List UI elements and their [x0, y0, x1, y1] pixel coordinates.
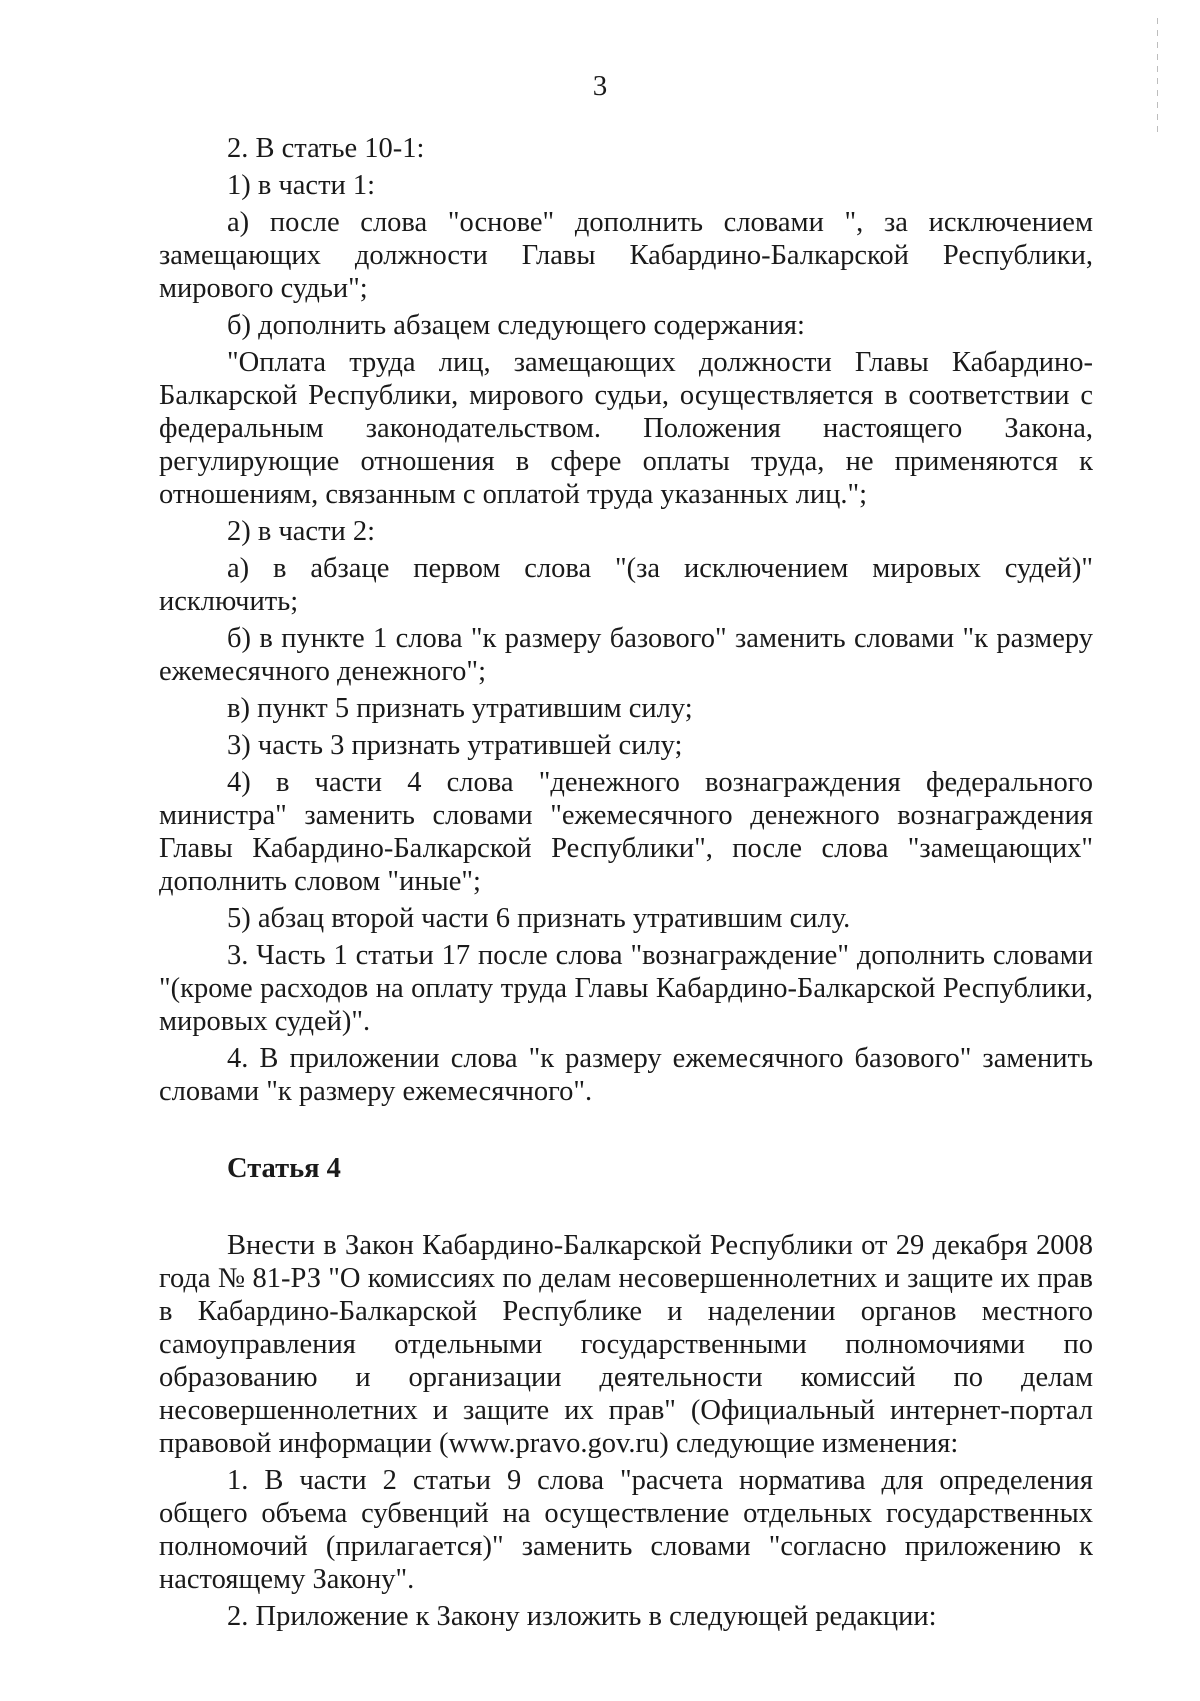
paragraph: 2) в части 2: — [227, 516, 376, 547]
paragraph: 1. В части 2 статьи 9 слова "расчета норматива для определения общего объема субвенций на осуществление отдельных государственных полномочий (прилагается)" заменить словами "согласно приложению к настоящему Закону". — [159, 1465, 1093, 1595]
paragraph: 3) часть 3 признать утратившей силу; — [227, 730, 683, 761]
paragraph: в) пункт 5 признать утратившим силу; — [227, 693, 693, 724]
article-heading: Статья 4 — [227, 1153, 341, 1184]
paragraph: б) дополнить абзацем следующего содержания: — [227, 310, 805, 341]
paragraph: 3. Часть 1 статьи 17 после слова "вознаграждение" дополнить словами "(кроме расходов на оплату труда Главы Кабардино-Балкарской Республики, мировых судей)". — [159, 940, 1093, 1037]
paragraph: б) в пункте 1 слова "к размеру базового" заменить словами "к размеру ежемесячного денежного"; — [159, 623, 1093, 687]
paragraph: "Оплата труда лиц, замещающих должности Главы Кабардино-Балкарской Республики, мирового судьи, осуществляется в соответствии с федеральным законодательством. Положения настоящего Закона, регулирующие отношения в сфере оплаты труда, не применяются к отношениям, связанным с оплатой труда указанных лиц."; — [159, 347, 1093, 510]
document-body — [159, 128, 1093, 1633]
paragraph: 5) абзац второй части 6 признать утратившим силу. — [227, 903, 851, 934]
paragraph: 2. В статье 10-1: — [227, 133, 425, 164]
page-number: 3 — [592, 70, 608, 102]
paragraph: а) после слова "основе" дополнить словами ", за исключением замещающих должности Главы Кабардино-Балкарской Республики, мирового судьи"; — [159, 207, 1093, 304]
paragraph: а) в абзаце первом слова "(за исключением мировых судей)" исключить; — [159, 553, 1093, 617]
paragraph: 1) в части 1: — [227, 170, 376, 201]
paragraph: 4) в части 4 слова "денежного вознаграждения федерального министра" заменить словами "ежемесячного денежного вознаграждения Главы Кабардино-Балкарской Республики", после слова "замещающих" дополнить словом "иные"; — [159, 767, 1093, 897]
paragraph: 2. Приложение к Закону изложить в следующей редакции: — [227, 1601, 937, 1632]
paragraph: Внести в Закон Кабардино-Балкарской Республики от 29 декабря 2008 года № 81-РЗ "О комиссиях по делам несовершеннолетних и защите их прав в Кабардино-Балкарской Республике и наделении органов местного самоуправления отдельными государственными полномочиями по образованию и организации деятельности комиссий по делам несовершеннолетних и защите их прав" (Официальный интернет-портал правовой информации (www.pravo.gov.ru) следующие изменения: — [159, 1230, 1093, 1459]
paragraph: 4. В приложении слова "к размеру ежемесячного базового" заменить словами "к размеру ежемесячного". — [159, 1043, 1093, 1107]
